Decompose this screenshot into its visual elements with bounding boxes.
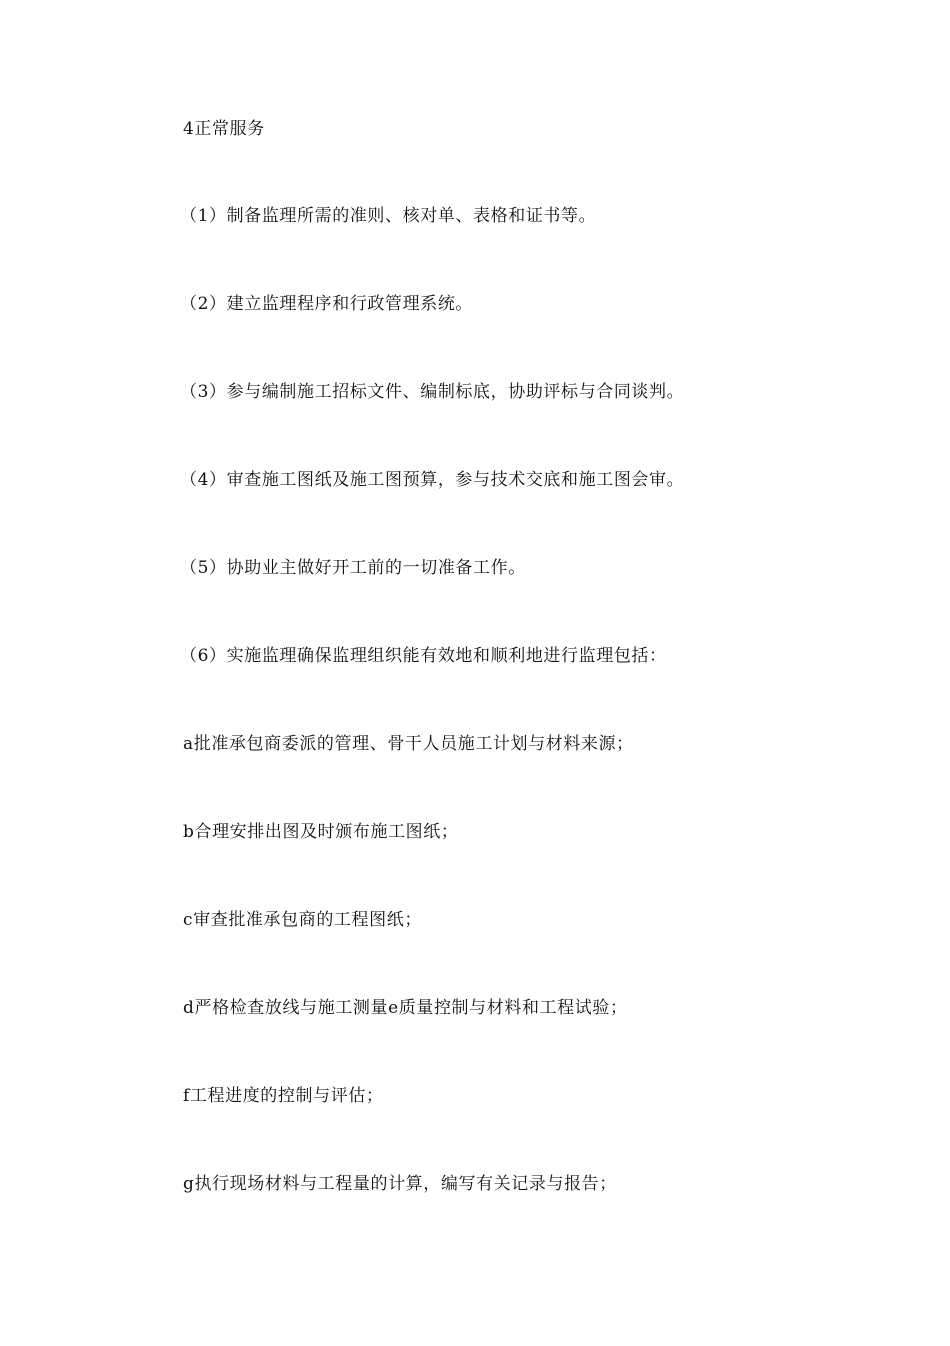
list-item: （4）审查施工图纸及施工图预算，参与技术交底和施工图会审。 <box>180 470 685 490</box>
list-item: （2）建立监理程序和行政管理系统。 <box>180 294 474 314</box>
sub-list-item: g执行现场材料与工程量的计算，编写有关记录与报告； <box>183 1174 617 1194</box>
sub-list-item: c审查批准承包商的工程图纸； <box>183 910 422 930</box>
sub-list-item: d严格检查放线与施工测量e质量控制与材料和工程试验； <box>183 998 628 1018</box>
sub-list-item: f工程进度的控制与评估； <box>183 1086 384 1106</box>
sub-list-item: b合理安排出图及时颁布施工图纸； <box>183 822 459 842</box>
list-item: （1）制备监理所需的准则、核对单、表格和证书等。 <box>180 206 597 226</box>
sub-list-item: a批准承包商委派的管理、骨干人员施工计划与材料来源； <box>183 734 634 754</box>
list-item: （5）协助业主做好开工前的一切准备工作。 <box>180 558 526 578</box>
list-item: （3）参与编制施工招标文件、编制标底，协助评标与合同谈判。 <box>180 382 685 402</box>
section-heading: 4正常服务 <box>183 119 265 139</box>
list-item: （6）实施监理确保监理组织能有效地和顺利地进行监理包括： <box>180 646 667 666</box>
